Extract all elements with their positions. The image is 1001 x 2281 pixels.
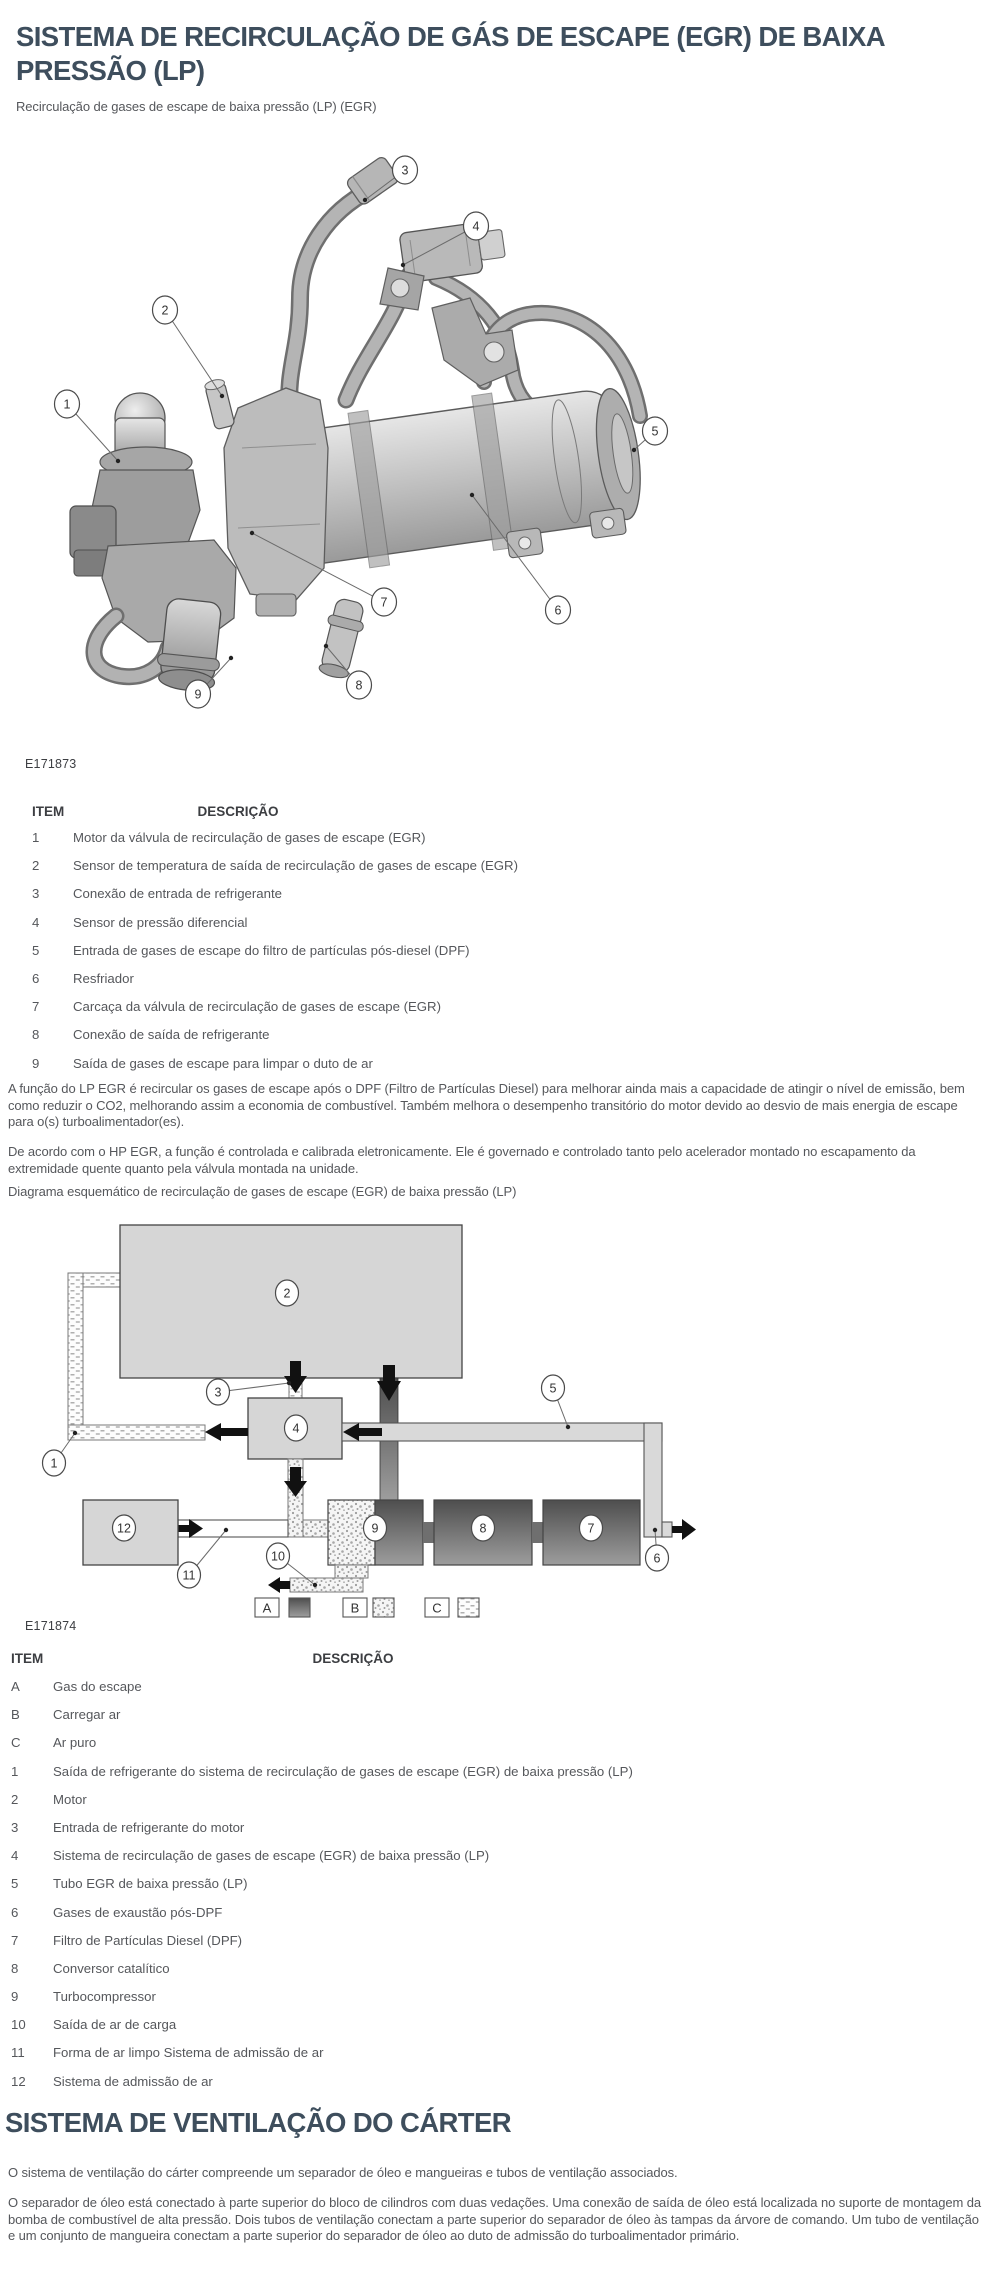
table-row (32, 909, 682, 937)
table-row (11, 1870, 701, 1898)
charge-air-outlet-pipe (290, 1565, 368, 1592)
svg-text:11: 11 (182, 1568, 196, 1583)
legend-item-clean-air (425, 1598, 479, 1617)
row-description: Gases de exaustão pós-DPF (53, 1904, 223, 1920)
svg-text:3: 3 (401, 163, 409, 178)
egr-assembly-illustration (28, 148, 688, 726)
callout-1 (43, 1431, 78, 1476)
table-row (11, 1983, 701, 2011)
table-row (32, 824, 682, 852)
row-item: 11 (11, 2045, 25, 2061)
callout-2 (276, 1280, 299, 1306)
table-row (32, 965, 682, 993)
row-item: 4 (32, 914, 40, 930)
row-description: Resfriador (73, 970, 134, 986)
row-description: Conversor catalítico (53, 1960, 170, 1976)
table-row (11, 1673, 701, 1701)
table-row (11, 2068, 701, 2096)
svg-text:3: 3 (214, 1385, 222, 1400)
component-table-2 (11, 1651, 701, 2096)
row-description: Conexão de saída de refrigerante (73, 1027, 270, 1043)
row-description: Tubo EGR de baixa pressão (LP) (53, 1876, 248, 1892)
flow-arrow-left-coolant-out (205, 1423, 248, 1441)
page-subtitle: Recirculação de gases de escape de baixa pressão (LP) (EGR) (16, 99, 377, 114)
component-table-1 (32, 804, 682, 1078)
section2-paragraph-1: O sistema de ventilação do cárter compreende um separador de óleo e mangueiras e tubos de ventilação associados. (8, 2165, 678, 2180)
row-description: Conexão de entrada de refrigerante (73, 886, 282, 902)
table-row (11, 1842, 701, 1870)
svg-text:9: 9 (371, 1521, 379, 1536)
sensor-bracket (380, 268, 424, 310)
figure2-id-label: E171874 (25, 1619, 77, 1633)
row-description: Filtro de Partículas Diesel (DPF) (53, 1932, 243, 1948)
svg-text:8: 8 (479, 1521, 487, 1536)
legend-item-exhaust-gas (255, 1598, 310, 1617)
row-item: 12 (11, 2073, 26, 2089)
svg-text:6: 6 (554, 603, 562, 618)
table-row (11, 2011, 701, 2039)
row-item: 3 (32, 886, 40, 902)
callout-1 (55, 390, 121, 463)
table-row (32, 852, 682, 880)
row-description: Turbocompressor (53, 1989, 156, 2005)
table-row (11, 1701, 701, 1729)
table-row (11, 1786, 701, 1814)
exhaust-connector-2 (532, 1522, 543, 1543)
table-row (11, 1729, 701, 1757)
row-item: 4 (11, 1848, 19, 1864)
svg-text:4: 4 (472, 219, 480, 234)
section2-title: SISTEMA DE VENTILAÇÃO DO CÁRTER (5, 2107, 511, 2138)
row-item: 10 (11, 2017, 26, 2033)
table-row (11, 1955, 701, 1983)
figure1-id-label: E171873 (25, 757, 77, 771)
svg-text:A: A (262, 1600, 272, 1616)
row-item: 6 (32, 970, 40, 986)
table-header (11, 1651, 701, 1667)
table-row (32, 1021, 682, 1049)
row-item: B (11, 1707, 20, 1723)
row-item: 1 (32, 830, 40, 845)
item-column-header: ITEM (11, 1651, 44, 1666)
row-description: Sensor de temperatura de saída de recirculação de gases de escape (EGR) (73, 858, 518, 874)
table-rows (11, 1673, 701, 2096)
row-description: Saída de ar de carga (53, 2017, 177, 2033)
callout-5 (542, 1375, 571, 1429)
row-item: A (11, 1679, 20, 1694)
row-item: 2 (32, 858, 40, 874)
egr-schematic-diagram (30, 1205, 700, 1620)
section2-paragraph-2: O separador de óleo está conectado à parte superior do bloco de cilindros com duas vedações. Uma conexão de saída de óleo está localizada no suporte de montagem da bomba de combustível de alta pressão. Dois tubos de ventilação conectam a parte superior do separador de óleo às tampas da árvore de comando. Um tubo de ventilação e um conjunto de mangueira conectam a parte superior do separador de óleo ao duto de admissão do turboalimentador primário. (8, 2195, 982, 2244)
row-item: 3 (11, 1819, 19, 1835)
table-row (11, 1927, 701, 1955)
row-item: 1 (11, 1763, 19, 1779)
svg-text:C: C (432, 1600, 442, 1616)
svg-text:5: 5 (651, 424, 659, 439)
row-item: 2 (11, 1791, 19, 1807)
svg-text:8: 8 (355, 678, 363, 693)
svg-text:5: 5 (549, 1381, 557, 1396)
svg-text:9: 9 (194, 687, 202, 702)
coolant-outlet-pipe (315, 597, 369, 681)
callout-2 (153, 296, 225, 398)
row-description: Forma de ar limpo Sistema de admissão de ar (53, 2045, 324, 2061)
row-description: Sistema de recirculação de gases de escape (EGR) de baixa pressão (LP) (53, 1848, 490, 1864)
table-row (32, 993, 682, 1021)
row-description: Saída de gases de escape para limpar o duto de ar (73, 1055, 373, 1071)
row-description: Carregar ar (53, 1707, 121, 1723)
row-description: Entrada de gases de escape do filtro de partículas pós-diesel (DPF) (73, 942, 470, 958)
flow-arrow-left-charge-out (268, 1577, 290, 1593)
flow-arrow-down-charge-air (284, 1467, 307, 1497)
row-item: 7 (11, 1932, 19, 1948)
row-item: C (11, 1735, 21, 1751)
item-column-header: ITEM (32, 804, 65, 819)
row-description: Sistema de admissão de ar (53, 2073, 213, 2089)
egr-temperature-sensor (204, 378, 235, 430)
row-item: 9 (11, 1989, 19, 2005)
svg-text:7: 7 (587, 1521, 595, 1536)
svg-text:7: 7 (380, 595, 388, 610)
svg-text:1: 1 (50, 1456, 58, 1471)
table-row (11, 1758, 701, 1786)
table-row (32, 937, 682, 965)
description-column-header: DESCRIÇÃO (197, 804, 279, 819)
callout-7 (580, 1515, 603, 1541)
table-header (32, 804, 682, 820)
svg-text:2: 2 (161, 303, 169, 318)
svg-text:6: 6 (653, 1551, 661, 1566)
description-column-header: DESCRIÇÃO (312, 1651, 394, 1666)
intro-paragraph-2: De acordo com o HP EGR, a função é controlada e calibrada eletronicamente. Ele é governado e controlado tanto pelo acelerador montado no escapamento da extremidade quente quanto pela válvula montada na unidade. (8, 1144, 916, 1176)
row-item: 7 (32, 999, 40, 1015)
row-item: 8 (32, 1027, 40, 1043)
svg-text:B: B (350, 1600, 360, 1616)
row-item: 8 (11, 1960, 19, 1976)
legend-item-charge-air (343, 1598, 394, 1617)
row-description: Gas do escape (53, 1679, 142, 1694)
callout-9 (364, 1515, 387, 1541)
table-row (32, 880, 682, 908)
svg-text:4: 4 (292, 1421, 300, 1436)
row-description: Sensor de pressão diferencial (73, 914, 248, 930)
row-item: 5 (32, 942, 40, 958)
row-item: 6 (11, 1904, 19, 1920)
page-title: SISTEMA DE RECIRCULAÇÃO DE GÁS DE ESCAPE (EGR) DE BAIXA PRESSÃO (LP) (16, 21, 884, 86)
svg-text:12: 12 (117, 1521, 131, 1536)
egr-valve-housing (224, 388, 328, 616)
row-description: Motor (53, 1791, 87, 1807)
flow-arrow-right-exhaust-exit (672, 1519, 696, 1540)
mounting-bracket (432, 298, 518, 386)
table-row (32, 1050, 682, 1078)
callout-4 (285, 1415, 308, 1441)
intro-paragraph-1: A função do LP EGR é recircular os gases de escape após o DPF (Filtro de Partículas Diesel) para melhorar ainda mais a capacidade de atingir o nível de emissão, bem como reduzir o CO2, melhorando assim a economia de combustível. Também melhora o desempenho transitório do motor devido ao desvio de mais energia de escape para o(s) turboalimentador(es). (8, 1081, 965, 1130)
row-description: Motor da válvula de recirculação de gases de escape (EGR) (73, 830, 426, 845)
row-item: 9 (32, 1055, 40, 1071)
table-row (11, 1899, 701, 1927)
svg-text:1: 1 (63, 397, 71, 412)
row-description: Saída de refrigerante do sistema de recirculação de gases de escape (EGR) de baixa pressão (LP) (53, 1763, 633, 1779)
row-description: Carcaça da válvula de recirculação de gases de escape (EGR) (73, 999, 441, 1015)
exhaust-connector-1 (423, 1522, 434, 1543)
svg-text:2: 2 (283, 1286, 291, 1301)
svg-text:10: 10 (271, 1549, 285, 1564)
row-description: Ar puro (53, 1735, 97, 1751)
schematic-caption: Diagrama esquemático de recirculação de gases de escape (EGR) de baixa pressão (LP) (8, 1184, 517, 1199)
row-description: Entrada de refrigerante do motor (53, 1819, 245, 1835)
row-item: 5 (11, 1876, 19, 1892)
table-row (11, 1814, 701, 1842)
table-row (11, 2039, 701, 2067)
callout-8 (472, 1515, 495, 1541)
callout-12 (113, 1515, 136, 1541)
table-rows (32, 824, 682, 1078)
